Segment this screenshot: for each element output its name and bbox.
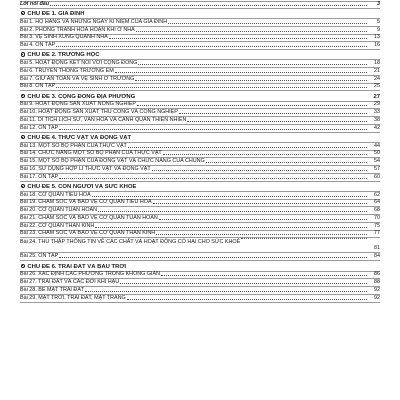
dot-leader bbox=[138, 64, 367, 65]
toc-entry-label bbox=[20, 117, 186, 124]
dot-leader bbox=[98, 211, 367, 212]
toc-page-number: 25 bbox=[374, 83, 380, 90]
toc-entry-text: Bài 16. SỬ DỤNG HỢP LÍ THỰC VẬT VÀ ĐỘNG VẬT bbox=[20, 165, 151, 172]
toc-entry-label bbox=[20, 60, 137, 67]
toc-lesson-row bbox=[20, 174, 380, 182]
dot-leader bbox=[59, 257, 367, 258]
toc-entry-text: Bài 24. THU THẬP THÔNG TIN VỀ CÁC CHẤT VÀ HOẠT ĐỘNG CÓ HẠI CHO SỨC KHOẺ bbox=[20, 238, 241, 245]
toc-entry-label bbox=[20, 158, 205, 165]
toc-entry-label bbox=[20, 238, 240, 246]
dot-leader bbox=[59, 178, 367, 179]
toc-page-number: 21 bbox=[374, 67, 380, 74]
toc-page-number: 3 bbox=[377, 0, 380, 7]
toc-entry-label bbox=[20, 271, 160, 278]
toc-entry-text: Bài 28. BỀ MẶT TRÁI ĐẤT bbox=[20, 286, 85, 293]
dot-leader bbox=[159, 219, 367, 220]
toc-page-number: 18 bbox=[374, 60, 380, 67]
toc-page-number: 16 bbox=[374, 42, 380, 49]
toc-entry-text: Bài 27. TRÁI ĐẤT VÀ CÁC ĐỚI KHÍ HẬU bbox=[20, 279, 120, 286]
dot-leader bbox=[163, 154, 367, 155]
toc-entry-text: Bài 8. ÔN TẬP bbox=[20, 83, 56, 90]
toc-entry-text: Bài 19. CHĂM SÓC VÀ BẢO VỆ CƠ QUAN TIÊU HOÁ bbox=[20, 199, 152, 206]
toc-chapter-row bbox=[20, 50, 380, 60]
toc-page-number: 86 bbox=[374, 271, 380, 278]
toc-lesson-row bbox=[20, 117, 380, 125]
toc-lesson-row bbox=[20, 238, 380, 253]
toc-chapter-row bbox=[20, 182, 380, 192]
toc-lesson-row bbox=[20, 84, 380, 92]
toc-entry-label bbox=[20, 52, 100, 59]
toc-entry-text: Bài 4. ÔN TẬP bbox=[20, 42, 56, 49]
toc-entry-label bbox=[20, 150, 162, 157]
dot-leader bbox=[161, 275, 367, 276]
toc-entry-label bbox=[20, 184, 136, 191]
toc-page-number: 38 bbox=[374, 116, 380, 123]
toc-entry-text: Bài 7. GIỮ AN TOÀN VÀ VỆ SINH Ở TRƯỜNG bbox=[20, 75, 135, 82]
toc-entry-label bbox=[20, 76, 134, 83]
dot-leader bbox=[136, 31, 367, 32]
toc-entry-label bbox=[20, 295, 126, 302]
toc-chapter-row bbox=[20, 261, 380, 271]
toc-entry-label bbox=[20, 143, 127, 150]
toc-entry-label bbox=[20, 68, 114, 75]
toc-entry-label bbox=[20, 27, 135, 34]
toc-entry-label bbox=[20, 135, 131, 142]
toc-page-number: 92 bbox=[374, 294, 380, 301]
dot-leader bbox=[109, 38, 367, 39]
toc-page-number: 70 bbox=[374, 214, 380, 221]
toc-page-number: 77 bbox=[374, 230, 380, 237]
toc-entry-text: Bài 25. ÔN TẬP bbox=[20, 253, 59, 260]
toc-entry-text: Lời nói đầu bbox=[20, 0, 50, 7]
toc-entry-label bbox=[20, 11, 84, 18]
toc-entry-text: Bài 3. VỆ SINH XUNG QUANH NHÀ bbox=[20, 34, 108, 41]
dot-leader bbox=[137, 105, 367, 106]
toc-lesson-row bbox=[20, 35, 380, 43]
toc-entry-text: Bài 9. HOẠT ĐỘNG SẢN XUẤT NÔNG NGHIỆP bbox=[20, 101, 137, 108]
toc-entry-text: Bài 6. TRUYỀN THỐNG TRƯỜNG EM bbox=[20, 67, 114, 74]
toc-entry-text: CHỦ ĐỀ 5. CON NGƯỜI VÀ SỨC KHOẺ bbox=[27, 183, 137, 190]
toc-entry-text: Bài 23. CHĂM SÓC VÀ BẢO VỆ CƠ QUAN THẦN KINH bbox=[20, 230, 156, 237]
toc-entry-text: Bài 10. HOẠT ĐỘNG SẢN XUẤT THỦ CÔNG VÀ CÔNG NGHIỆP bbox=[20, 109, 178, 116]
toc-page-number: 9 bbox=[377, 26, 380, 33]
circle-bullet-icon bbox=[21, 52, 25, 56]
toc-entry-text: Bài 17. ÔN TẬP bbox=[20, 173, 59, 180]
toc-lesson-row bbox=[20, 166, 380, 174]
toc-page-number: 60 bbox=[374, 173, 380, 180]
toc-entry-text: Bài 13. MỘT SỐ BỘ PHẬN CỦA THỰC VẬT bbox=[20, 142, 127, 149]
dot-leader bbox=[168, 23, 367, 24]
dot-leader bbox=[187, 121, 367, 122]
toc-page-number: 24 bbox=[374, 75, 380, 82]
toc-entry-label bbox=[20, 19, 167, 26]
dot-leader bbox=[92, 196, 367, 197]
toc-page-number: 92 bbox=[374, 286, 380, 293]
toc-entry-text: Bài 12. ÔN TẬP bbox=[20, 124, 59, 131]
toc-entry-label bbox=[20, 125, 58, 132]
toc-entry-label bbox=[20, 83, 55, 90]
toc-page-number: 42 bbox=[374, 124, 380, 131]
toc-lesson-row bbox=[20, 125, 380, 133]
dot-leader bbox=[128, 147, 367, 148]
dot-leader bbox=[152, 170, 367, 171]
dot-leader bbox=[241, 238, 367, 239]
toc-entry-text: CHỦ ĐỀ 4. THỰC VẬT VÀ ĐỘNG VẬT bbox=[27, 134, 132, 141]
dot-leader bbox=[179, 113, 367, 114]
dot-leader bbox=[95, 227, 367, 228]
toc-page-number: 5 bbox=[377, 18, 380, 25]
toc-page-number: 64 bbox=[374, 199, 380, 206]
dot-leader bbox=[85, 291, 367, 292]
dot-leader bbox=[59, 129, 367, 130]
toc-lesson-row bbox=[20, 42, 380, 50]
toc-page-number: 57 bbox=[374, 165, 380, 172]
toc-chapter-row bbox=[20, 133, 380, 143]
toc-entry-label bbox=[20, 1, 49, 8]
toc-page-number: 81 bbox=[374, 245, 380, 252]
toc-entry-text: CHỦ ĐỀ 6. TRÁI ĐẤT VÀ BẦU TRỜI bbox=[27, 263, 127, 270]
toc-entry-label bbox=[20, 199, 152, 206]
toc-page-number: 54 bbox=[374, 158, 380, 165]
dot-leader bbox=[127, 299, 367, 300]
toc-entry-label bbox=[20, 166, 151, 173]
toc-entry-text: Bài 1. HỌ HÀNG VÀ NHỮNG NGÀY KỈ NIỆM CỦA GIA ĐÌNH bbox=[20, 18, 168, 25]
toc-chapter-row bbox=[20, 91, 380, 101]
toc-entry-label bbox=[20, 207, 97, 214]
toc-entry-text: CHỦ ĐỀ 3. CỘNG ĐỒNG ĐỊA PHƯƠNG bbox=[27, 93, 136, 100]
toc-entry-text: Bài 26. XÁC ĐỊNH CÁC PHƯƠNG TRONG KHÔNG GIAN bbox=[20, 271, 161, 278]
toc-entry-label bbox=[20, 264, 126, 271]
toc-lesson-row bbox=[20, 76, 380, 84]
toc-entry-text: Bài 18. CƠ QUAN TIÊU HOÁ bbox=[20, 191, 91, 198]
toc-entry-label bbox=[20, 279, 119, 286]
toc-page-number: 29 bbox=[374, 101, 380, 108]
toc-entry-label bbox=[20, 34, 108, 41]
dot-leader bbox=[156, 234, 367, 235]
toc-page-number: 44 bbox=[374, 142, 380, 149]
toc-lesson-row bbox=[20, 253, 380, 261]
toc-entry-label bbox=[20, 230, 155, 237]
toc-lesson-row bbox=[20, 231, 380, 239]
dot-leader bbox=[153, 203, 367, 204]
toc-lesson-row bbox=[20, 295, 380, 303]
dot-leader bbox=[115, 72, 367, 73]
circle-bullet-icon bbox=[21, 11, 25, 15]
toc-entry-text: Bài 5. HOẠT ĐỘNG KẾT NỐI VỚI CỘNG ĐỒNG bbox=[20, 60, 138, 67]
toc-page-number: 68 bbox=[374, 207, 380, 214]
toc-page-number: 84 bbox=[374, 253, 380, 260]
circle-bullet-icon bbox=[21, 94, 25, 98]
toc-entry-label bbox=[20, 94, 135, 101]
circle-bullet-icon bbox=[21, 264, 25, 268]
toc-entry-label bbox=[20, 192, 91, 199]
toc-page-number: 75 bbox=[374, 222, 380, 229]
toc-entry-text: Bài 20. CƠ QUAN TUẦN HOÀN bbox=[20, 207, 98, 214]
toc-entry-text: CHỦ ĐỀ 2. TRƯỜNG HỌC bbox=[27, 52, 100, 59]
toc-intro-row bbox=[20, 1, 380, 9]
circle-bullet-icon bbox=[21, 184, 25, 188]
dot-leader bbox=[56, 46, 367, 47]
toc-entry-text: Bài 29. MẶT TRỜI, TRÁI ĐẤT, MẶT TRĂNG bbox=[20, 294, 126, 301]
dot-leader bbox=[120, 283, 367, 284]
toc-entry-label bbox=[20, 215, 158, 222]
toc-entry-text: CHỦ ĐỀ 1. GIA ĐÌNH bbox=[27, 11, 85, 18]
toc-page-number: 33 bbox=[374, 109, 380, 116]
toc-entry-text: Bài 11. DI TÍCH LỊCH SỬ, VĂN HOÁ VÀ CẢNH QUAN THIÊN NHIÊN bbox=[20, 116, 187, 123]
table-of-contents bbox=[20, 0, 380, 303]
dot-leader bbox=[135, 80, 367, 81]
toc-entry-text: Bài 15. MỘT SỐ BỘ PHẬN CỦA ĐỘNG VẬT VÀ CHỨC NĂNG CỦA CHÚNG bbox=[20, 158, 205, 165]
toc-entry-label bbox=[20, 287, 84, 294]
toc-entry-text: Bài 21. CHĂM SÓC VÀ BẢO VỆ CƠ QUAN TUẦN HOÀN bbox=[20, 214, 158, 221]
toc-entry-label bbox=[20, 253, 58, 260]
toc-entry-label bbox=[20, 42, 55, 49]
toc-entry-label bbox=[20, 174, 58, 181]
dot-leader bbox=[50, 5, 367, 6]
toc-entry-label bbox=[20, 109, 178, 116]
toc-page-number: 13 bbox=[374, 34, 380, 41]
toc-entry-text: Bài 2. PHÒNG TRÁNH HOẢ HOẠN KHI Ở NHÀ bbox=[20, 26, 135, 33]
toc-page-number: 88 bbox=[374, 279, 380, 286]
toc-entry-text: Bài 14. CHỨC NĂNG MỘT SỐ BỘ PHẬN CỦA THỰC VẬT bbox=[20, 150, 162, 157]
dot-leader bbox=[56, 87, 367, 88]
toc-entry-label bbox=[20, 101, 136, 108]
toc-page-number: 50 bbox=[374, 150, 380, 157]
circle-bullet-icon bbox=[21, 135, 25, 139]
toc-page-number: 62 bbox=[374, 191, 380, 198]
toc-page-number: 27 bbox=[373, 93, 380, 100]
dot-leader bbox=[206, 162, 367, 163]
toc-chapter-row bbox=[20, 9, 380, 19]
toc-entry-label bbox=[20, 223, 94, 230]
toc-entry-text: Bài 22. CƠ QUAN THẦN KINH bbox=[20, 222, 95, 229]
